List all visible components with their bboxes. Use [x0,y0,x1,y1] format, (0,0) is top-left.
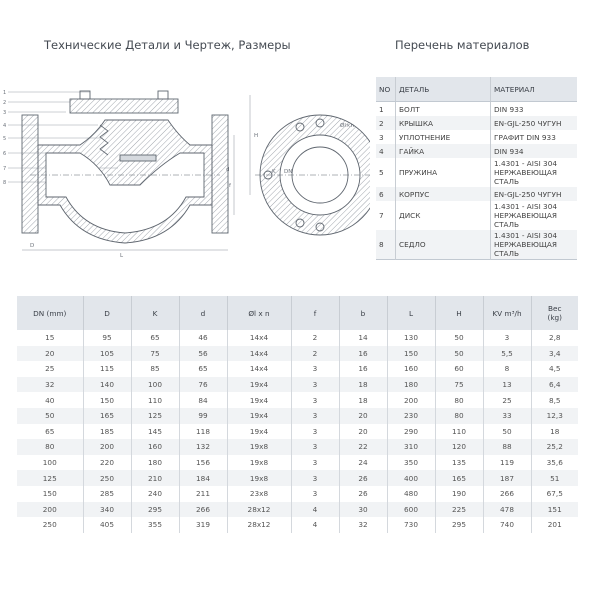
table-cell: 132 [179,439,227,455]
table-cell: 16 [339,361,387,377]
table-cell: 28x12 [227,517,291,533]
table-cell: 19x4 [227,408,291,424]
dimensions-table [17,296,578,533]
label-L: L [120,253,124,259]
table-cell: 14 [339,330,387,346]
table-cell: 50 [435,330,483,346]
table-cell: 478 [483,502,531,518]
table-cell: 4,5 [531,361,578,377]
flange-front-view [255,115,370,235]
table-cell: 25 [483,392,531,408]
material-no: 7 [376,201,396,230]
table-cell: 95 [83,330,131,346]
table-cell: 40 [17,392,83,408]
table-row [17,517,578,533]
table-cell: 187 [483,470,531,486]
dimensions-header-cell: d [179,296,227,330]
table-cell: 3 [291,424,339,440]
table-row [17,486,578,502]
table-cell: 250 [17,517,83,533]
table-cell: 266 [179,502,227,518]
material-row [376,130,577,144]
material-row [376,144,577,158]
dimensions-header-cell: f [291,296,339,330]
table-cell: 16 [339,346,387,362]
table-cell: 295 [131,502,179,518]
table-cell: 75 [131,346,179,362]
material-name: EN-GJL-250 ЧУГУН [491,116,578,130]
table-cell: 285 [83,486,131,502]
table-row [17,392,578,408]
table-cell: 118 [179,424,227,440]
material-name: 1.4301 - AISI 304 НЕРЖАВЕЮЩАЯ СТАЛЬ [491,201,578,230]
material-row [376,187,577,201]
callout-7: 7 [3,166,7,172]
table-cell: 201 [531,517,578,533]
table-cell: 480 [387,486,435,502]
table-cell: 400 [387,470,435,486]
table-cell: 200 [83,439,131,455]
table-cell: 340 [83,502,131,518]
table-cell: 18 [531,424,578,440]
table-cell: 76 [179,377,227,393]
table-cell: 24 [339,455,387,471]
table-cell: 150 [17,486,83,502]
table-cell: 84 [179,392,227,408]
table-cell: 3,4 [531,346,578,362]
table-cell: 6,4 [531,377,578,393]
materials-heading: Перечень материалов [395,38,530,52]
material-no: 8 [376,230,396,260]
table-cell: 405 [83,517,131,533]
material-part: СЕДЛО [396,230,491,260]
table-cell: 295 [435,517,483,533]
table-cell: 120 [435,439,483,455]
dimensions-header-cell: L [387,296,435,330]
table-cell: 140 [83,377,131,393]
col-material: МАТЕРИАЛ [491,77,578,102]
table-cell: 19x8 [227,439,291,455]
table-cell: 145 [131,424,179,440]
dimensions-header-cell: Øl x n [227,296,291,330]
material-part: ГАЙКА [396,144,491,158]
table-cell: 99 [179,408,227,424]
dimensions-header-row [17,296,578,330]
table-row [17,455,578,471]
table-cell: 2 [291,346,339,362]
table-cell: 19x8 [227,455,291,471]
material-no: 1 [376,102,396,117]
table-cell: 15 [17,330,83,346]
table-cell: 2 [291,330,339,346]
table-cell: 85 [131,361,179,377]
table-cell: 119 [483,455,531,471]
table-cell: 28x12 [227,502,291,518]
col-no: NO [376,77,396,102]
table-cell: 3 [291,361,339,377]
table-cell: 46 [179,330,227,346]
material-row [376,116,577,130]
material-name: 1.4301 - AISI 304 НЕРЖАВЕЮЩАЯ СТАЛЬ [491,230,578,260]
table-cell: 60 [435,361,483,377]
table-cell: 80 [435,392,483,408]
label-K: K [272,169,276,175]
table-cell: 110 [131,392,179,408]
table-cell: 26 [339,470,387,486]
table-cell: 14x4 [227,361,291,377]
dimensions-header-cell: K [131,296,179,330]
table-cell: 266 [483,486,531,502]
valve-section [22,91,228,243]
table-cell: 65 [131,330,179,346]
dimensions-header-cell: b [339,296,387,330]
label-f: f [229,183,231,189]
label-d: d [226,167,230,173]
material-row [376,158,577,187]
material-row [376,102,577,117]
table-cell: 33 [483,408,531,424]
table-cell: 180 [131,455,179,471]
material-name: DIN 933 [491,102,578,117]
table-cell: 3 [291,408,339,424]
table-row [17,470,578,486]
material-no: 5 [376,158,396,187]
table-cell: 125 [17,470,83,486]
table-cell: 19x4 [227,392,291,408]
table-cell: 51 [531,470,578,486]
callout-2: 2 [3,100,7,106]
table-cell: 600 [387,502,435,518]
material-part: ДИСК [396,201,491,230]
dimensions-header-cell: Вес (kg) [531,296,578,330]
table-cell: 165 [83,408,131,424]
table-cell: 12,3 [531,408,578,424]
table-cell: 730 [387,517,435,533]
table-cell: 100 [131,377,179,393]
table-cell: 5,5 [483,346,531,362]
table-cell: 190 [435,486,483,502]
callout-5: 5 [3,136,7,142]
table-cell: 3 [291,392,339,408]
table-cell: 14x4 [227,346,291,362]
materials-table [376,77,577,260]
table-row [17,502,578,518]
table-cell: 3 [483,330,531,346]
material-name: EN-GJL-250 ЧУГУН [491,187,578,201]
table-cell: 32 [17,377,83,393]
table-cell: 65 [179,361,227,377]
table-row [17,330,578,346]
table-cell: 130 [387,330,435,346]
drawing-heading: Технические Детали и Чертеж, Размеры [44,38,291,52]
table-cell: 105 [83,346,131,362]
table-cell: 8,5 [531,392,578,408]
material-name: DIN 934 [491,144,578,158]
material-part: ПРУЖИНА [396,158,491,187]
table-cell: 3 [291,377,339,393]
label-H: H [254,133,259,139]
label-DN: DN [284,169,293,175]
table-cell: 125 [131,408,179,424]
table-cell: 310 [387,439,435,455]
material-no: 3 [376,130,396,144]
table-cell: 150 [83,392,131,408]
dimensions-header-cell: DN (mm) [17,296,83,330]
table-cell: 50 [435,346,483,362]
table-cell: 35,6 [531,455,578,471]
table-cell: 50 [483,424,531,440]
table-cell: 220 [83,455,131,471]
table-cell: 200 [17,502,83,518]
material-name: 1.4301 - AISI 304 НЕРЖАВЕЮЩАЯ СТАЛЬ [491,158,578,187]
table-row [17,439,578,455]
col-part: ДЕТАЛЬ [396,77,491,102]
table-cell: 3 [291,439,339,455]
table-cell: 30 [339,502,387,518]
table-cell: 185 [83,424,131,440]
materials-header-row [376,77,577,102]
table-cell: 50 [17,408,83,424]
table-cell: 4 [291,517,339,533]
material-no: 2 [376,116,396,130]
table-cell: 230 [387,408,435,424]
table-cell: 56 [179,346,227,362]
table-cell: 2,8 [531,330,578,346]
material-part: БОЛТ [396,102,491,117]
table-row [17,361,578,377]
table-row [17,346,578,362]
dimensions-header-cell: KV m³/h [483,296,531,330]
table-cell: 18 [339,377,387,393]
label-D: D [30,243,35,249]
table-cell: 18 [339,392,387,408]
table-cell: 165 [435,470,483,486]
table-cell: 160 [387,361,435,377]
table-cell: 26 [339,486,387,502]
table-cell: 156 [179,455,227,471]
table-cell: 19x4 [227,424,291,440]
table-cell: 100 [17,455,83,471]
callout-6: 6 [3,151,7,157]
material-row [376,230,577,260]
table-cell: 25,2 [531,439,578,455]
dimensions-header-cell: D [83,296,131,330]
table-row [17,377,578,393]
callout-4: 4 [3,123,7,129]
table-cell: 115 [83,361,131,377]
table-cell: 200 [387,392,435,408]
table-cell: 3 [291,486,339,502]
table-cell: 4 [291,502,339,518]
table-cell: 240 [131,486,179,502]
material-no: 6 [376,187,396,201]
table-cell: 88 [483,439,531,455]
material-part: УПЛОТНЕНИЕ [396,130,491,144]
material-no: 4 [376,144,396,158]
table-row [17,408,578,424]
table-cell: 211 [179,486,227,502]
table-row [17,424,578,440]
table-cell: 210 [131,470,179,486]
table-cell: 80 [17,439,83,455]
valve-drawing [0,75,370,275]
table-cell: 65 [17,424,83,440]
table-cell: 8 [483,361,531,377]
table-cell: 350 [387,455,435,471]
callout-numbers [3,90,6,186]
table-cell: 19x8 [227,470,291,486]
table-cell: 22 [339,439,387,455]
table-cell: 110 [435,424,483,440]
table-cell: 290 [387,424,435,440]
material-part: КОРПУС [396,187,491,201]
table-cell: 180 [387,377,435,393]
table-cell: 740 [483,517,531,533]
table-cell: 19x4 [227,377,291,393]
table-cell: 75 [435,377,483,393]
callout-1: 1 [3,90,7,96]
table-cell: 67,5 [531,486,578,502]
table-cell: 23x8 [227,486,291,502]
table-cell: 135 [435,455,483,471]
table-cell: 319 [179,517,227,533]
table-cell: 3 [291,470,339,486]
material-name: ГРАФИТ DIN 933 [491,130,578,144]
table-cell: 225 [435,502,483,518]
table-cell: 355 [131,517,179,533]
table-cell: 151 [531,502,578,518]
table-cell: 160 [131,439,179,455]
table-cell: 20 [17,346,83,362]
table-cell: 184 [179,470,227,486]
material-row [376,201,577,230]
table-cell: 80 [435,408,483,424]
table-cell: 14x4 [227,330,291,346]
material-part: КРЫШКА [396,116,491,130]
table-cell: 20 [339,424,387,440]
callout-3: 3 [3,110,7,116]
table-cell: 25 [17,361,83,377]
table-cell: 32 [339,517,387,533]
table-cell: 20 [339,408,387,424]
label-hole: Øl×n [340,123,354,129]
table-cell: 150 [387,346,435,362]
table-cell: 250 [83,470,131,486]
table-cell: 3 [291,455,339,471]
callout-8: 8 [3,180,7,186]
dimensions-header-cell: H [435,296,483,330]
table-cell: 13 [483,377,531,393]
